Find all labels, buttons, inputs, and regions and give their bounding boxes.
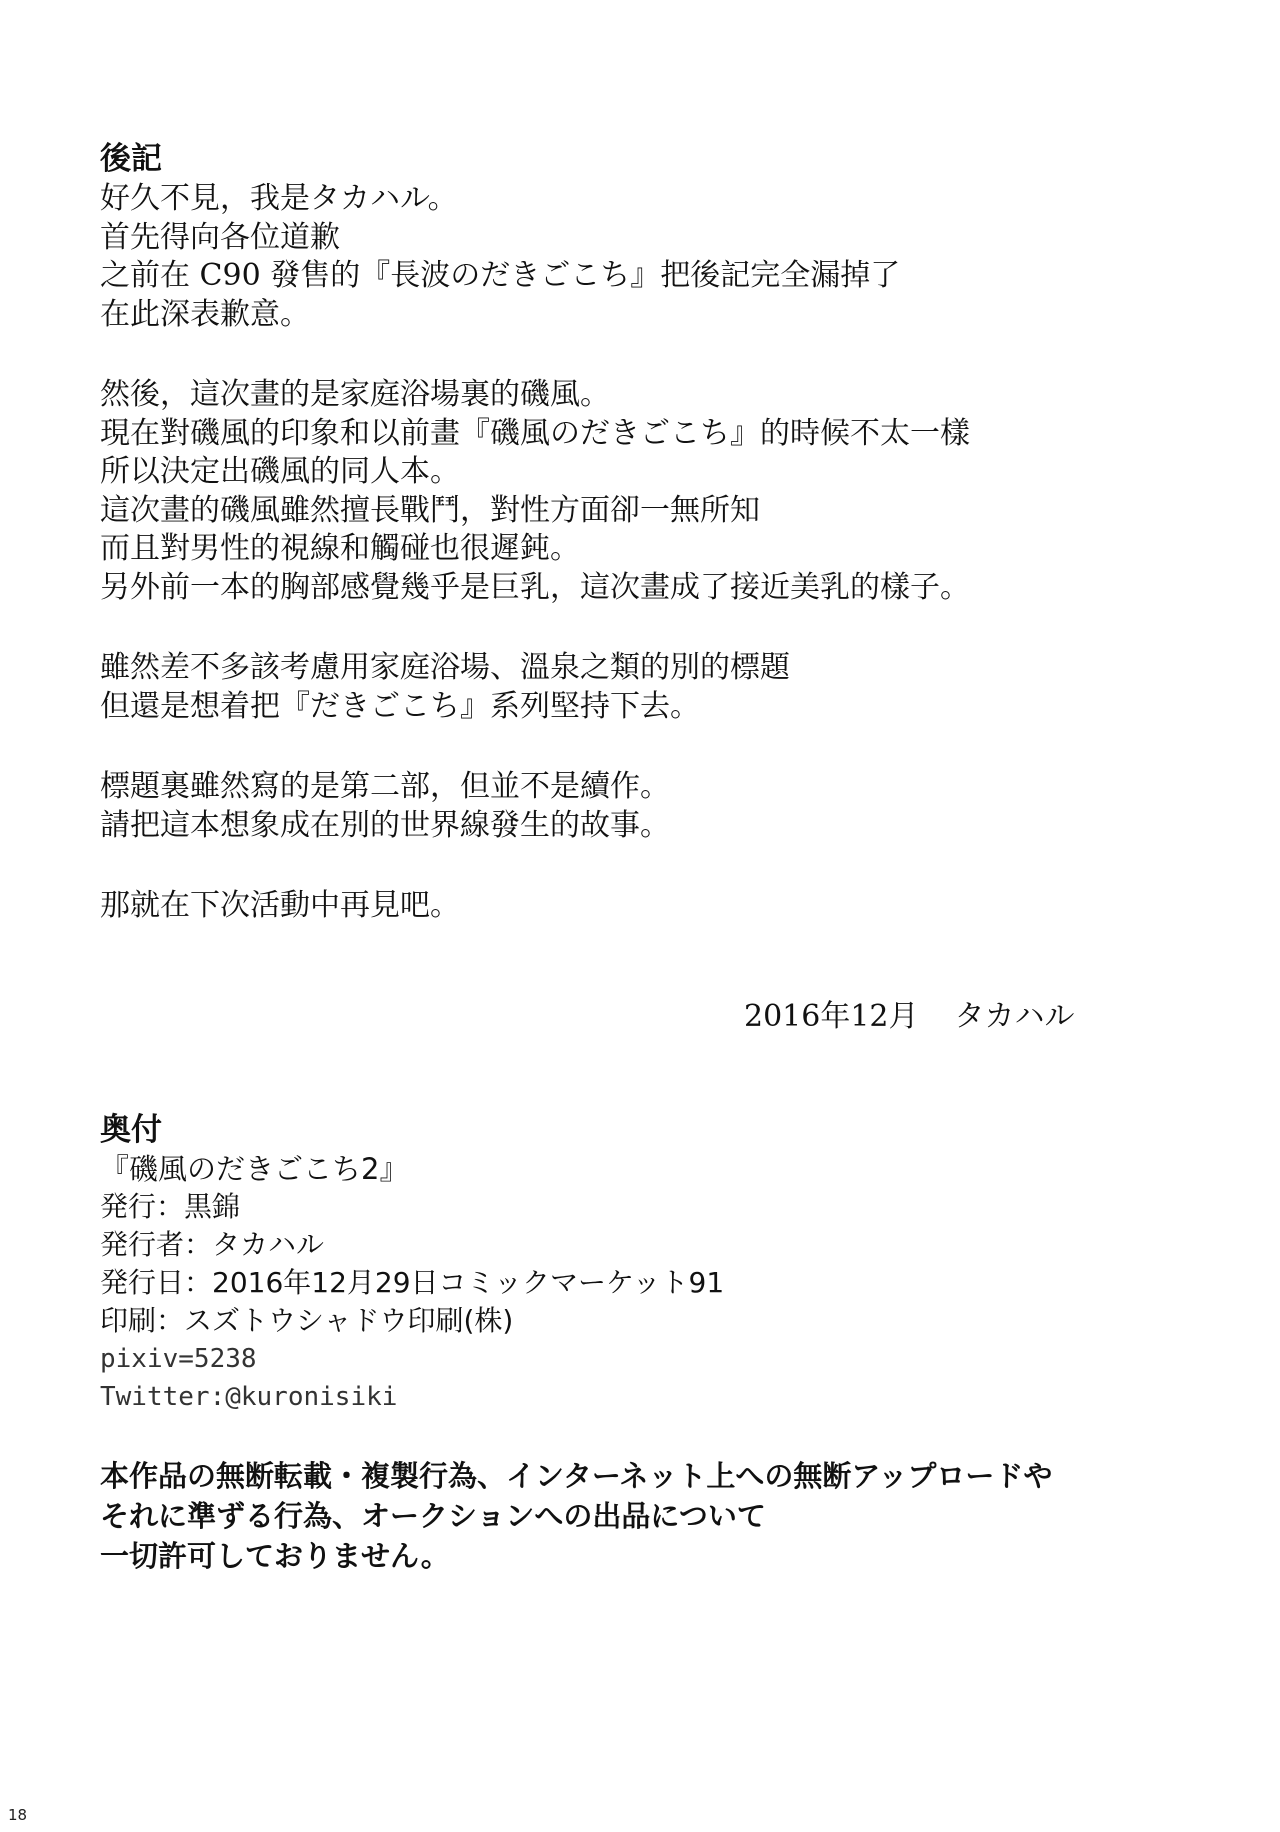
text-line: 首先得向各位道歉 <box>100 219 340 255</box>
text-line: 但還是想着把『だきごこち』系列堅持下去。 <box>100 688 700 724</box>
signature-name: タカハル <box>954 999 1075 1034</box>
publish-date-row: 発行日：2016年12月29日コミックマーケット91 <box>100 1266 725 1299</box>
afterword-paragraph <box>100 376 1160 607</box>
text-line: 請把這本想象成在別的世界線發生的故事。 <box>100 807 670 843</box>
printer-row: 印刷：スズトウシャドウ印刷(株) <box>100 1304 514 1337</box>
publisher-row: 発行：黒錦 <box>100 1190 241 1223</box>
pixiv-id: pixiv=5238 <box>100 1344 257 1374</box>
book-title: 『磯風のだきごこち2』 <box>100 1152 409 1186</box>
twitter-handle: Twitter:@kuronisiki <box>100 1382 398 1412</box>
text-line: 好久不見，我是タカハル。 <box>100 181 458 216</box>
notice-line: 一切許可しておりません。 <box>100 1539 450 1573</box>
text-line: 之前在 C90 發售的『長波のだきごこち』把後記完全漏掉了 <box>100 258 901 293</box>
text-line: 在此深表歉意。 <box>100 296 310 332</box>
text-line: 現在對磯風的印象和以前畫『磯風のだきごこち』的時候不太一樣 <box>100 415 970 451</box>
afterword-paragraph <box>100 649 1160 726</box>
afterword-paragraph <box>100 180 1160 334</box>
text-line: 而且對男性的視線和觸碰也很遲鈍。 <box>100 531 580 566</box>
colophon-title: 奥付 <box>100 1112 162 1148</box>
copyright-notice <box>100 1456 1180 1576</box>
notice-line: 本作品の無断転載・複製行為、インターネット上への無断アップロードや <box>100 1459 1053 1493</box>
colophon-section <box>100 1110 1160 1416</box>
text-line: 標題裏雖然寫的是第二部，但並不是續作。 <box>100 769 670 804</box>
afterword-title: 後記 <box>100 141 162 177</box>
text-line: 所以決定出磯風的同人本。 <box>100 454 460 489</box>
text-line: 然後，這次畫的是家庭浴場裏的磯風。 <box>100 377 610 412</box>
text-line: 那就在下次活動中再見吧。 <box>100 888 460 923</box>
page-number: 18 <box>8 1806 28 1824</box>
text-line: 雖然差不多該考慮用家庭浴場、溫泉之類的別的標題 <box>100 650 790 685</box>
afterword-section <box>100 140 1160 968</box>
afterword-paragraph <box>100 887 1160 926</box>
afterword-paragraph <box>100 768 1160 845</box>
text-line: 另外前一本的胸部感覺幾乎是巨乳，這次畫成了接近美乳的樣子。 <box>100 569 970 605</box>
text-line: 這次畫的磯風雖然擅長戰鬥，對性方面卻一無所知 <box>100 492 760 528</box>
author-row: 発行者：タカハル <box>100 1228 325 1261</box>
notice-line: それに準ずる行為、オークションへの出品について <box>100 1499 766 1533</box>
signature <box>744 998 1075 1036</box>
signature-date: 2016年12月 <box>744 999 919 1034</box>
